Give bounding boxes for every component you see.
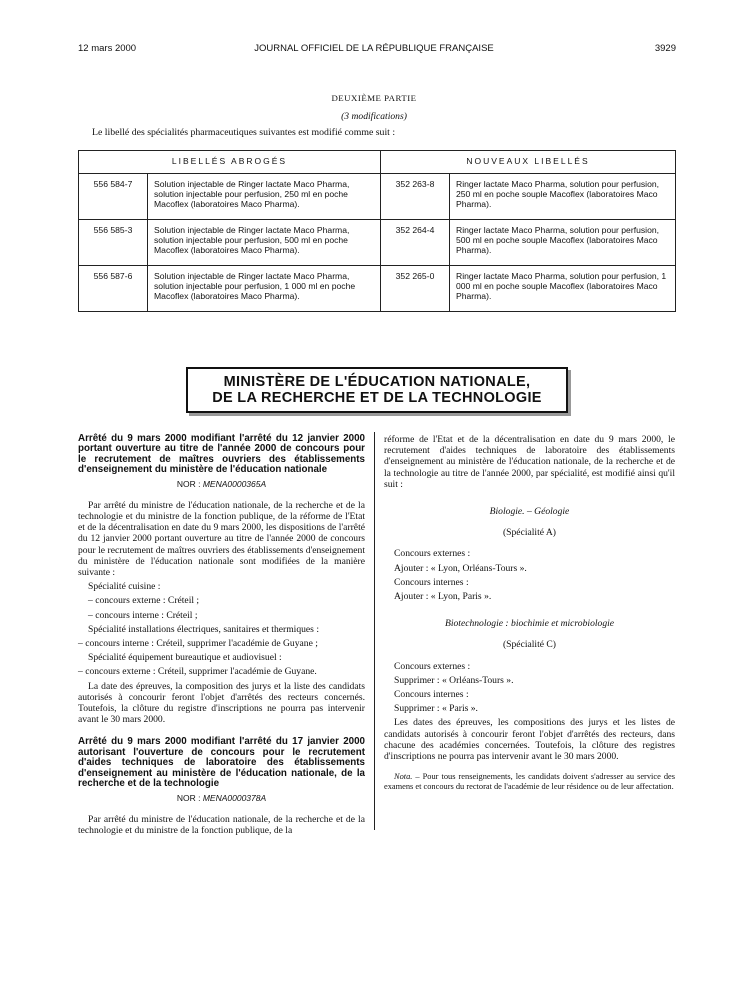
list-line: – concours interne : Créteil, supprimer l'académie de Guyane ; xyxy=(78,638,318,650)
list-line: Ajouter : « Lyon, Paris ». xyxy=(394,591,492,603)
list-line: – concours externe : Créteil ; xyxy=(88,595,200,607)
decree-2-continuation: réforme de l'Etat et de la décentralisation en date du 9 mars 2000, le recrutement d'aides techniques de laboratoire des établissements d'enseignement au ministère de l'éducation nationale, de la recherche et de la technologie au titre de l'année 2000, par spécialité, est modifié ainsi qu'il suit : xyxy=(384,434,675,490)
nor-code: MENA0000365A xyxy=(202,478,267,489)
left-column xyxy=(78,434,365,836)
part-subtitle: (3 modifications) xyxy=(341,111,407,122)
list-line: Concours internes : xyxy=(394,576,469,588)
nor-label: NOR : xyxy=(176,792,201,803)
nor-label: NOR : xyxy=(176,478,201,489)
specialty-a-label: (Spécialité A) xyxy=(502,527,556,539)
decree-1-closing: La date des épreuves, la composition des jurys et la liste des candidats autorisés à concourir feront l'objet d'arrêtés des recteurs concernés. Toutefois, la clôture du registre d'inscriptions ne pourra pas intervenir avant le 30 mars 2000. xyxy=(78,680,365,726)
list-line: Spécialité cuisine : xyxy=(88,581,161,593)
decree-2-closing: Les dates des épreuves, les compositions des jurys et les listes de candidats autorisés à concourir feront l'objet d'arrêtés des recteurs, dans chacune des académies concernées. Toutefois, la clôture des registres d'inscriptions ne pourra pas intervenir avant le 30 mars 2000. xyxy=(384,717,675,763)
table-row xyxy=(79,266,676,312)
ministry-line-2: DE LA RECHERCHE ET DE LA TECHNOLOGIE xyxy=(212,390,542,406)
journal-title: JOURNAL OFFICIEL DE LA RÉPUBLIQUE FRANÇAISE xyxy=(254,43,494,54)
decree-1-title: Arrêté du 9 mars 2000 modifiant l'arrêté du 12 janvier 2000 portant ouverture au titre de l'année 2000 de concours pour le recrutement de maîtres ouvriers des établissements d'enseignement du ministère de l'éducation nationale xyxy=(78,433,365,476)
ministry-line-1: MINISTÈRE DE L'ÉDUCATION NATIONALE, xyxy=(223,374,531,390)
specialty-heading-a: Biologie. – Géologie xyxy=(489,506,570,518)
old-code-cell: 556 584-7 xyxy=(79,174,148,220)
list-line: Concours externes : xyxy=(394,660,471,672)
list-line: Spécialité équipement bureautique et audiovisuel : xyxy=(88,652,282,664)
new-code-cell: 352 264-4 xyxy=(381,220,450,266)
nota-text: – Pour tous renseignements, les candidats doivent s'adresser au service des examens et concours du rectorat de l'académie de leur résidence ou de leur affectation. xyxy=(384,772,675,791)
list-line: – concours externe : Créteil, supprimer l'académie de Guyane. xyxy=(78,666,317,678)
list-line: Supprimer : « Paris ». xyxy=(394,703,478,715)
list-line: Concours internes : xyxy=(394,689,469,701)
table-head-old: LIBELLÉS ABROGÉS xyxy=(79,151,381,174)
right-column xyxy=(384,434,675,791)
part-intro: Le libellé des spécialités pharmaceutiques suivantes est modifié comme suit : xyxy=(92,127,396,138)
list-line: Supprimer : « Orléans-Tours ». xyxy=(394,674,514,686)
specialty-heading-c: Biotechnologie : biochimie et microbiologie xyxy=(444,618,615,630)
table-row xyxy=(79,174,676,220)
specialties-table xyxy=(78,150,676,312)
decree-2-title: Arrêté du 9 mars 2000 modifiant l'arrêté du 17 janvier 2000 autorisant l'ouverture de concours pour le recrutement d'aides techniques de laboratoire des établissements d'enseignement au ministère de l'éducation nationale, de la recherche et de la technologie xyxy=(78,736,365,790)
list-line: Ajouter : « Lyon, Orléans-Tours ». xyxy=(394,562,527,574)
old-label-cell: Solution injectable de Ringer lactate Maco Pharma, solution injectable pour perfusion, 250 ml en poche Macoflex (laboratoires Maco Pharma). xyxy=(148,174,381,220)
nota-note xyxy=(384,772,675,791)
column-divider xyxy=(374,432,375,830)
list-line: Concours externes : xyxy=(394,548,471,560)
table-row xyxy=(79,220,676,266)
page-number: 3929 xyxy=(654,43,676,54)
decree-2-nor xyxy=(78,793,365,804)
new-label-cell: Ringer lactate Maco Pharma, solution pour perfusion, 500 ml en poche souple Macoflex (laboratoires Maco Pharma). xyxy=(450,220,676,266)
old-code-cell: 556 587-6 xyxy=(79,266,148,312)
decree-2-paragraph: Par arrêté du ministre de l'éducation nationale, de la recherche et de la technologie et du ministre de la fonction publique, de la xyxy=(78,813,365,836)
nor-code: MENA0000378A xyxy=(202,792,267,803)
new-code-cell: 352 265-0 xyxy=(381,266,450,312)
old-label-cell: Solution injectable de Ringer lactate Maco Pharma, solution injectable pour perfusion, 1 000 ml en poche Macoflex (laboratoires Maco Pharma). xyxy=(148,266,381,312)
new-label-cell: Ringer lactate Maco Pharma, solution pour perfusion, 250 ml en poche souple Macoflex (laboratoires Maco Pharma). xyxy=(450,174,676,220)
specialty-c-label: (Spécialité C) xyxy=(502,639,556,651)
old-code-cell: 556 585-3 xyxy=(79,220,148,266)
list-line: – concours interne : Créteil ; xyxy=(88,609,198,621)
old-label-cell: Solution injectable de Ringer lactate Maco Pharma, solution injectable pour perfusion, 500 ml en poche Macoflex (laboratoires Maco Pharma). xyxy=(148,220,381,266)
table-head-new: NOUVEAUX LIBELLÉS xyxy=(381,151,676,174)
decree-1-paragraph: Par arrêté du ministre de l'éducation nationale, de la recherche et de la technologie et du ministre de la fonction publique, de la réforme de l'Etat et de la décentralisation en date du 9 mars 2000, les dispositions de l'arrêté du 12 janvier 2000 portant ouverture au titre de l'année 2000 de concours pour le recrutement de maîtres ouvriers des établissements d'enseignement du ministère de l'éducation nationale sont modifiées de la manière suivante : xyxy=(78,499,365,579)
decree-1-nor xyxy=(78,479,365,490)
ministry-heading xyxy=(186,367,568,413)
new-label-cell: Ringer lactate Maco Pharma, solution pour perfusion, 1 000 ml en poche souple Macoflex (laboratoires Maco Pharma). xyxy=(450,266,676,312)
list-line: Spécialité installations électriques, sanitaires et thermiques : xyxy=(88,623,319,635)
new-code-cell: 352 263-8 xyxy=(381,174,450,220)
header-date: 12 mars 2000 xyxy=(78,43,137,54)
part-title: DEUXIÈME PARTIE xyxy=(331,93,417,103)
nota-label: Nota. xyxy=(394,772,413,782)
